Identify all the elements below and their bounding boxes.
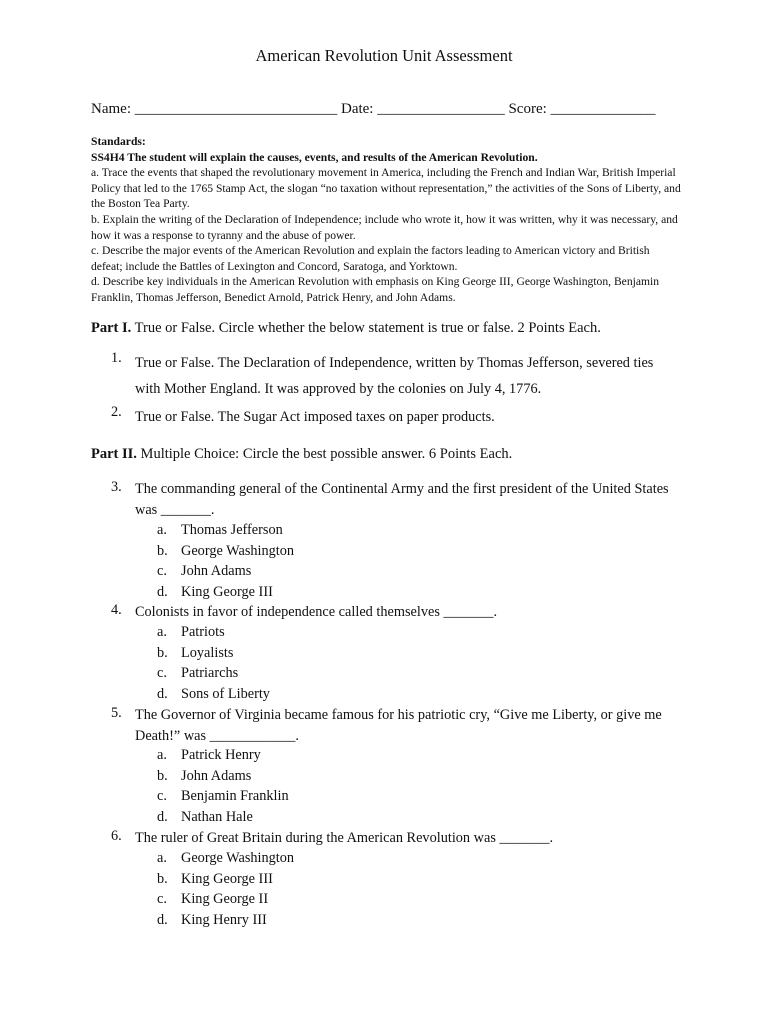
question-number: 2. [111,404,122,420]
option-letter: d. [157,583,168,600]
part1-instructions: True or False. Circle whether the below statement is true or false. 2 Points Each. [134,320,601,336]
question-number: 5. [111,705,122,721]
option-letter: a. [157,522,167,538]
standards-code-line: SS4H4 The student will explain the causes, events, and results of the American Revolution. [91,150,538,164]
option-letter: d. [157,808,168,825]
question-text: True or False. The Declaration of Independence, written by Thomas Jefferson, severed ties with Mother England. It was approved by the colonies on July 4, 1776. [135,355,654,397]
question-text: True or False. The Sugar Act imposed taxes on paper products. [135,409,495,425]
option-letter: a. [157,850,167,866]
question-number: 1. [111,350,122,366]
option-letter: a. [157,624,167,640]
option-text: King Henry III [181,911,267,928]
option-text: King George II [181,891,269,907]
option-text: King George III [181,583,273,600]
option-text: Sons of Liberty [181,685,270,702]
option-letter: c. [157,891,167,907]
question-text: The ruler of Great Britain during the American Revolution was _______. [135,830,554,846]
option-letter: b. [157,542,168,559]
option-letter: c. [157,563,167,579]
option-letter: d. [157,911,168,928]
option-letter: c. [157,788,167,804]
option-text: Nathan Hale [181,808,253,825]
question-text: Colonists in favor of independence called themselves _______. [135,604,498,620]
part1-heading [91,320,601,337]
option-text: John Adams [181,767,252,784]
page-title: American Revolution Unit Assessment [255,46,513,65]
question-text: The Governor of Virginia became famous for his patriotic cry, “Give me Liberty, or give me Death!” was ____________. [135,707,662,744]
option-text: George Washington [181,850,295,866]
standard-item-d: d. Describe key individuals in the American Revolution with emphasis on King George III, George Washington, Benjamin Franklin, Thomas Jefferson, Benedict Arnold, Patrick Henry, and John Adams. [91,275,660,304]
option-text: King George III [181,870,273,887]
part2-heading [91,446,512,463]
part2-instructions: Multiple Choice: Circle the best possible answer. 6 Points Each. [140,446,513,462]
option-letter: a. [157,747,167,763]
option-text: Patrick Henry [181,747,261,763]
option-text: Benjamin Franklin [181,788,289,804]
option-letter: b. [157,644,168,661]
standard-item-c: c. Describe the major events of the American Revolution and explain the factors leading to American victory and British defeat; include the Battles of Lexington and Concord, Saratoga, and Yorktown. [91,244,650,273]
question-number: 3. [111,479,122,495]
option-letter: d. [157,685,168,702]
standard-item-a: a. Trace the events that shaped the revolutionary movement in America, including the French and Indian War, British Imperial Policy that led to the 1765 Stamp Act, the slogan “no taxation without representation,” the activities of the Sons of Liberty, and the Boston Tea Party. [91,166,681,211]
question-number: 4. [111,602,122,618]
name-date-score-line: Name: ___________________________ Date: _________________ Score: ______________ [91,101,656,117]
option-text: John Adams [181,563,252,579]
option-letter: b. [157,870,168,887]
option-text: Patriots [181,624,225,640]
part1-label: Part I. [91,320,132,336]
standards-heading: Standards: [91,135,146,148]
question-number: 6. [111,828,122,844]
question-text: The commanding general of the Continental Army and the first president of the United States was _______. [135,481,669,518]
standards-section [91,134,681,306]
option-letter: b. [157,767,168,784]
option-text: Patriarchs [181,665,239,681]
option-text: Loyalists [181,644,234,661]
option-text: George Washington [181,542,295,559]
standard-item-b: b. Explain the writing of the Declaration of Independence; include who wrote it, how it was written, why it was necessary, and how it was a response to tyranny and the abuse of power. [91,212,678,242]
part2-label: Part II. [91,446,137,462]
option-text: Thomas Jefferson [181,522,283,538]
option-letter: c. [157,665,167,681]
